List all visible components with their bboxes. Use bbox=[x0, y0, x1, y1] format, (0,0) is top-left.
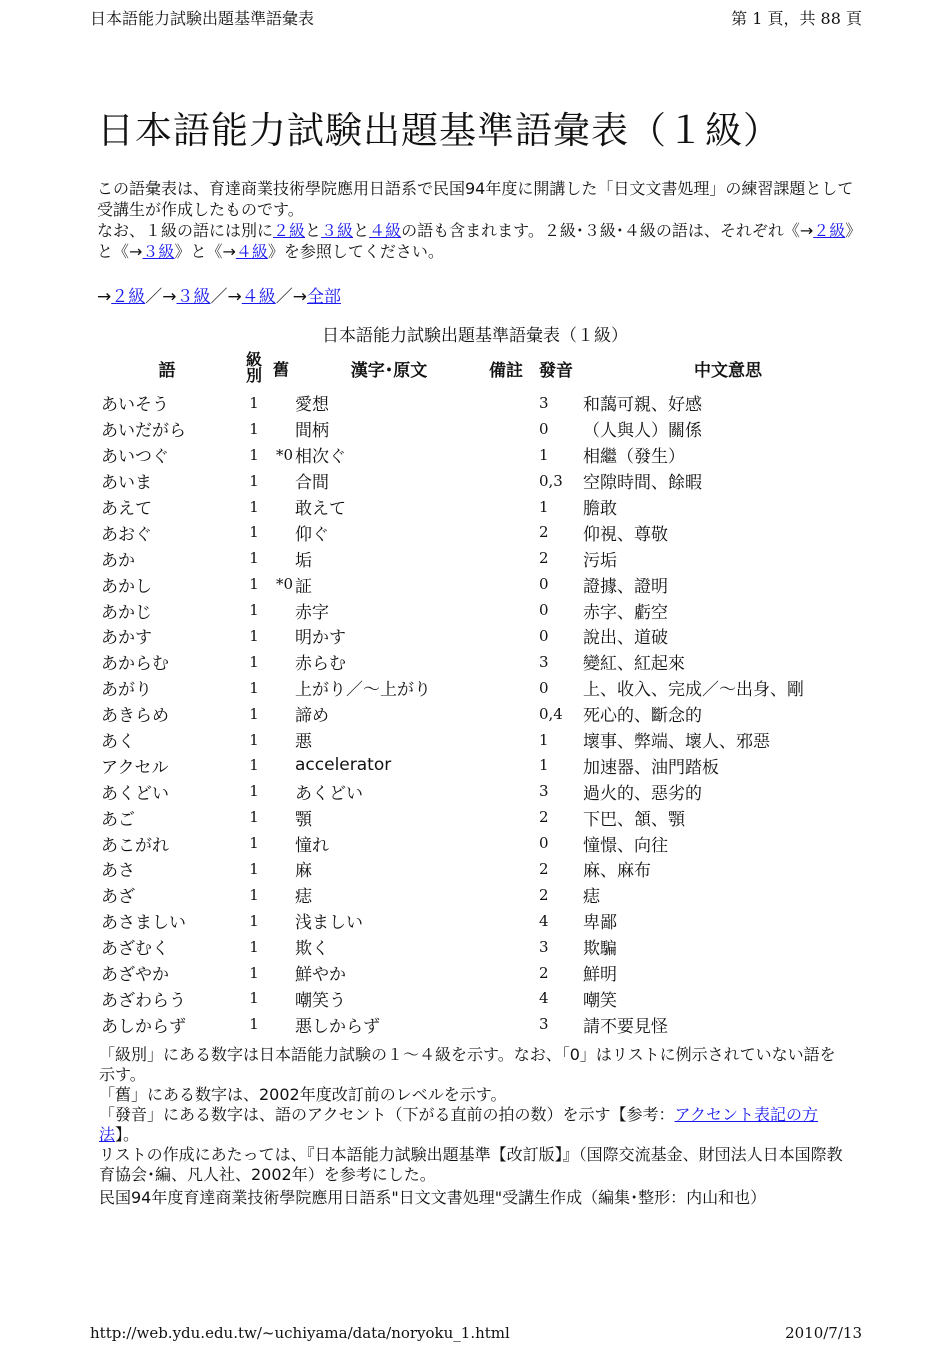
credit-line: 民国94年度育達商業技術學院應用日語系"日文文書処理"受講生作成（編集･整形：内山和也） bbox=[99, 1188, 767, 1207]
table-row bbox=[95, 597, 873, 623]
cell-level: 1 bbox=[249, 704, 259, 723]
header-accent: 發音 bbox=[539, 360, 573, 381]
cell-accent: 2 bbox=[539, 808, 549, 827]
link-level-2-ref[interactable]: ２級 bbox=[813, 221, 846, 240]
table-row bbox=[95, 830, 873, 856]
cell-meaning: 上、收入、完成／～出身、剛 bbox=[583, 680, 804, 701]
cell-note bbox=[483, 960, 529, 986]
cell-kanji: 鮮やか bbox=[295, 965, 346, 986]
cell-meaning: 死心的、斷念的 bbox=[583, 706, 702, 727]
nav-level-4[interactable]: ４級 bbox=[241, 287, 276, 307]
cell-meaning: 壞事、弊端、壞人、邪惡 bbox=[583, 732, 770, 753]
cell-level: 1 bbox=[249, 989, 259, 1008]
intro-text: 》と《→ bbox=[174, 242, 236, 261]
cell-note bbox=[483, 390, 529, 416]
cell-note bbox=[483, 1011, 529, 1037]
cell-meaning: 欺騙 bbox=[583, 939, 617, 960]
cell-level: 1 bbox=[249, 730, 259, 749]
arrow-glyph: → bbox=[97, 287, 112, 307]
cell-accent: 2 bbox=[539, 523, 549, 542]
cell-word: あさましい bbox=[101, 913, 186, 934]
cell-word: あおぐ bbox=[101, 524, 152, 545]
cell-level: 1 bbox=[249, 782, 259, 801]
cell-meaning: 麻、麻布 bbox=[583, 861, 651, 882]
cell-meaning: （人與人）關係 bbox=[583, 421, 702, 442]
cell-kanji: 麻 bbox=[295, 861, 312, 882]
cell-accent: 3 bbox=[539, 1015, 549, 1034]
cell-meaning: 說出、道破 bbox=[583, 628, 668, 649]
cell-accent: 1 bbox=[539, 497, 549, 516]
cell-old bbox=[269, 1011, 293, 1037]
cell-level: 1 bbox=[249, 963, 259, 982]
note-old: 「舊」にある数字は、2002年度改訂前のレベルを示す。 bbox=[99, 1085, 507, 1104]
header-level-top: 級 bbox=[245, 350, 262, 369]
cell-meaning: 請不要見怪 bbox=[583, 1016, 668, 1037]
cell-kanji: 赤字 bbox=[295, 602, 329, 623]
cell-note bbox=[483, 856, 529, 882]
table-row bbox=[95, 934, 873, 960]
cell-level: 1 bbox=[249, 445, 259, 464]
cell-note bbox=[483, 830, 529, 856]
cell-meaning: 空隙時間、餘暇 bbox=[583, 473, 702, 494]
note-text: 「發音」にある数字は、語のアクセント（下がる直前の拍の数）を示す【参考： bbox=[99, 1105, 675, 1124]
cell-old bbox=[269, 675, 293, 701]
table-row bbox=[95, 752, 873, 778]
cell-level: 1 bbox=[249, 471, 259, 490]
cell-accent: 0,4 bbox=[539, 704, 563, 723]
intro-text: 》と《→ bbox=[97, 221, 854, 261]
header-level bbox=[239, 346, 269, 390]
cell-level: 1 bbox=[249, 756, 259, 775]
header-meaning: 中文意思 bbox=[694, 360, 762, 381]
cell-word: あざ bbox=[101, 887, 135, 908]
cell-word: あかじ bbox=[101, 602, 152, 623]
cell-kanji: 相次ぐ bbox=[295, 447, 346, 468]
cell-accent: 1 bbox=[539, 445, 549, 464]
cell-note bbox=[483, 727, 529, 753]
table-body bbox=[95, 390, 873, 1037]
cell-note bbox=[483, 908, 529, 934]
cell-old bbox=[269, 494, 293, 520]
cell-note bbox=[483, 597, 529, 623]
table-header-row bbox=[95, 346, 873, 390]
cell-meaning: 痣 bbox=[583, 887, 600, 908]
cell-kanji: 痣 bbox=[295, 887, 312, 908]
cell-accent: 3 bbox=[539, 652, 549, 671]
cell-meaning: 鮮明 bbox=[583, 965, 617, 986]
table-row bbox=[95, 390, 873, 416]
link-level-4-ref[interactable]: ４級 bbox=[235, 242, 268, 261]
cell-word: あこがれ bbox=[101, 835, 169, 856]
page-footer-date: 2010/7/13 bbox=[785, 1324, 862, 1342]
cell-word: あさ bbox=[101, 861, 135, 882]
link-level-2[interactable]: ２級 bbox=[273, 221, 306, 240]
table-row bbox=[95, 727, 873, 753]
header-kanji: 漢字･原文 bbox=[350, 360, 428, 381]
cell-old bbox=[269, 545, 293, 571]
cell-level: 1 bbox=[249, 523, 259, 542]
cell-kanji: あくどい bbox=[295, 783, 363, 804]
cell-kanji: 垢 bbox=[295, 550, 312, 571]
cell-level: 1 bbox=[249, 419, 259, 438]
intro-text: と bbox=[353, 221, 370, 240]
cell-kanji: accelerator bbox=[295, 755, 392, 776]
cell-old bbox=[269, 701, 293, 727]
table-row bbox=[95, 571, 873, 597]
cell-level: 1 bbox=[249, 497, 259, 516]
cell-kanji: 憧れ bbox=[295, 835, 329, 856]
table-row bbox=[95, 416, 873, 442]
cell-accent: 4 bbox=[539, 911, 549, 930]
table-row bbox=[95, 468, 873, 494]
cell-old bbox=[269, 390, 293, 416]
cell-meaning: 相繼（發生） bbox=[583, 447, 685, 468]
cell-level: 1 bbox=[249, 601, 259, 620]
cell-kanji: 悪しからず bbox=[295, 1016, 380, 1037]
cell-meaning: 赤字、虧空 bbox=[583, 602, 668, 623]
cell-kanji: 赤らむ bbox=[295, 654, 346, 675]
cell-accent: 0 bbox=[539, 834, 549, 853]
cell-accent: 4 bbox=[539, 989, 549, 1008]
vocabulary-table bbox=[95, 346, 873, 1037]
arrow-glyph: → bbox=[227, 287, 242, 307]
cell-old bbox=[269, 727, 293, 753]
header-old: 舊 bbox=[272, 359, 289, 379]
table-row bbox=[95, 442, 873, 468]
cell-old bbox=[269, 804, 293, 830]
table-row bbox=[95, 701, 873, 727]
page-header-title: 日本語能力試験出題基準語彙表 bbox=[90, 9, 315, 28]
cell-meaning: 憧憬、向往 bbox=[583, 835, 668, 856]
cell-old bbox=[269, 778, 293, 804]
cell-old bbox=[269, 856, 293, 882]
header-word: 語 bbox=[158, 360, 176, 381]
header-level-bottom: 別 bbox=[245, 366, 262, 385]
cell-level: 1 bbox=[249, 834, 259, 853]
cell-meaning: 過火的、惡劣的 bbox=[583, 783, 702, 804]
intro-text: の語も含まれます。２級･３級･４級の語は、それぞれ《→ bbox=[401, 221, 814, 240]
cell-old bbox=[269, 623, 293, 649]
cell-note bbox=[483, 752, 529, 778]
cell-old bbox=[269, 882, 293, 908]
cell-level: 1 bbox=[249, 808, 259, 827]
table-row bbox=[95, 1011, 873, 1037]
cell-note bbox=[483, 519, 529, 545]
cell-old bbox=[269, 649, 293, 675]
note-text: 】。 bbox=[115, 1125, 140, 1144]
cell-old bbox=[269, 830, 293, 856]
cell-word: あいそう bbox=[101, 395, 169, 416]
cell-meaning: 和藹可親、好感 bbox=[583, 395, 702, 416]
cell-accent: 1 bbox=[539, 756, 549, 775]
link-level-3-ref[interactable]: ３級 bbox=[142, 242, 175, 261]
intro-line-1: この語彙表は、育達商業技術學院應用日語系で民国94年度に開講した「日文文書処理」の練習課題として受講生が作成したものです。 bbox=[97, 179, 854, 219]
cell-accent: 0 bbox=[539, 419, 549, 438]
cell-old bbox=[269, 416, 293, 442]
cell-note bbox=[483, 985, 529, 1011]
arrow-glyph: → bbox=[292, 287, 307, 307]
intro-text: と bbox=[305, 221, 322, 240]
cell-meaning: 嘲笑 bbox=[583, 990, 617, 1011]
nav-level-3[interactable]: ３級 bbox=[176, 287, 211, 307]
cell-word: あきらめ bbox=[101, 706, 169, 727]
table-row bbox=[95, 985, 873, 1011]
cell-accent: 3 bbox=[539, 782, 549, 801]
page-title: 日本語能力試験出題基準語彙表（１級） bbox=[97, 109, 781, 152]
table-row bbox=[95, 519, 873, 545]
cell-accent: 2 bbox=[539, 885, 549, 904]
cell-kanji: 悪 bbox=[295, 732, 312, 753]
cell-meaning: 證據、證明 bbox=[583, 576, 668, 597]
cell-note bbox=[483, 778, 529, 804]
table-row bbox=[95, 545, 873, 571]
table-row bbox=[95, 960, 873, 986]
cell-meaning: 仰視、尊敬 bbox=[583, 524, 668, 545]
cell-kanji: 敢えて bbox=[295, 499, 346, 519]
cell-level: 1 bbox=[249, 1015, 259, 1034]
cell-kanji: 浅ましい bbox=[295, 913, 363, 934]
table-row bbox=[95, 675, 873, 701]
cell-note bbox=[483, 442, 529, 468]
header-note: 備註 bbox=[489, 360, 523, 381]
cell-kanji: 間柄 bbox=[295, 421, 329, 442]
table-row bbox=[95, 908, 873, 934]
cell-word: あからむ bbox=[101, 654, 169, 675]
cell-old: *0 bbox=[275, 445, 293, 464]
cell-old: *0 bbox=[275, 575, 293, 594]
cell-level: 1 bbox=[249, 575, 259, 594]
intro-text: 》を参照してください。 bbox=[267, 242, 444, 261]
cell-kanji: 欺く bbox=[295, 939, 329, 960]
link-level-3[interactable]: ３級 bbox=[321, 221, 354, 240]
cell-note bbox=[483, 623, 529, 649]
cell-accent: 2 bbox=[539, 859, 549, 878]
cell-note bbox=[483, 494, 529, 520]
level-nav bbox=[97, 282, 341, 307]
cell-accent: 3 bbox=[539, 937, 549, 956]
notes-section bbox=[99, 1045, 851, 1208]
cell-note bbox=[483, 804, 529, 830]
cell-word: あいだがら bbox=[101, 421, 186, 442]
cell-level: 1 bbox=[249, 652, 259, 671]
table-row bbox=[95, 778, 873, 804]
cell-word: あかす bbox=[101, 628, 152, 649]
note-reference: リストの作成にあたっては、『日本語能力試験出題基準【改訂版】』（国際交流基金、財団法人日本国際教育協会･編、凡人社、2002年）を参考にした。 bbox=[99, 1145, 843, 1184]
cell-level: 1 bbox=[249, 393, 259, 412]
cell-word: あざむく bbox=[101, 939, 169, 960]
cell-kanji: 嘲笑う bbox=[295, 990, 346, 1011]
cell-word: あしからず bbox=[101, 1016, 186, 1037]
cell-meaning: 膽敢 bbox=[583, 499, 617, 519]
cell-old bbox=[269, 752, 293, 778]
cell-kanji: 仰ぐ bbox=[295, 524, 329, 545]
note-accent bbox=[99, 1105, 851, 1145]
cell-word: あがり bbox=[101, 680, 152, 701]
cell-accent: 0 bbox=[539, 678, 549, 697]
table-caption: 日本語能力試験出題基準語彙表（１級） bbox=[322, 326, 628, 346]
cell-accent: 0 bbox=[539, 626, 549, 645]
cell-meaning: 加速器、油門踏板 bbox=[583, 757, 719, 778]
page-footer-url: http://web.ydu.edu.tw/~uchiyama/data/noryoku_1.html bbox=[90, 1324, 510, 1342]
cell-note bbox=[483, 934, 529, 960]
cell-word: あえて bbox=[101, 499, 152, 519]
note-level: 「級別」にある数字は日本語能力試験の１～４級を示す。なお、「0」はリストに例示されていない語を示す。 bbox=[99, 1045, 836, 1084]
table-row bbox=[95, 856, 873, 882]
cell-kanji: 愛想 bbox=[295, 395, 329, 416]
cell-note bbox=[483, 571, 529, 597]
separator: ／ bbox=[275, 287, 293, 307]
cell-word: あく bbox=[101, 732, 135, 753]
separator: ／ bbox=[210, 287, 228, 307]
cell-note bbox=[483, 649, 529, 675]
cell-note bbox=[483, 468, 529, 494]
cell-old bbox=[269, 985, 293, 1011]
cell-kanji: 合間 bbox=[295, 473, 329, 494]
table-row bbox=[95, 882, 873, 908]
cell-accent: 2 bbox=[539, 963, 549, 982]
link-level-4[interactable]: ４級 bbox=[369, 221, 402, 240]
table-row bbox=[95, 649, 873, 675]
nav-level-2[interactable]: ２級 bbox=[111, 287, 146, 307]
cell-level: 1 bbox=[249, 859, 259, 878]
link-accent-notation[interactable]: アクセント表記の方法 bbox=[99, 1105, 819, 1144]
cell-kanji: 顎 bbox=[295, 809, 312, 830]
cell-old bbox=[269, 519, 293, 545]
cell-accent: 1 bbox=[539, 730, 549, 749]
cell-level: 1 bbox=[249, 678, 259, 697]
cell-word: あご bbox=[101, 809, 135, 830]
cell-meaning: 下巴、頷、顎 bbox=[583, 809, 685, 830]
cell-note bbox=[483, 416, 529, 442]
cell-level: 1 bbox=[249, 549, 259, 568]
cell-kanji: 諦め bbox=[295, 706, 329, 727]
intro-text: なお、１級の語には別に bbox=[97, 221, 274, 240]
cell-kanji: 明かす bbox=[295, 628, 346, 649]
cell-accent: 0 bbox=[539, 601, 549, 620]
table-row bbox=[95, 804, 873, 830]
cell-note bbox=[483, 701, 529, 727]
cell-note bbox=[483, 675, 529, 701]
cell-accent: 0 bbox=[539, 575, 549, 594]
cell-word: あざわらう bbox=[101, 990, 186, 1011]
cell-accent: 2 bbox=[539, 549, 549, 568]
cell-word: あかし bbox=[101, 576, 152, 597]
cell-note bbox=[483, 545, 529, 571]
cell-old bbox=[269, 960, 293, 986]
separator: ／ bbox=[145, 287, 163, 307]
intro-paragraph bbox=[97, 178, 857, 262]
table-row bbox=[95, 494, 873, 520]
nav-all[interactable]: 全部 bbox=[307, 287, 341, 307]
cell-old bbox=[269, 908, 293, 934]
arrow-glyph: → bbox=[162, 287, 177, 307]
cell-meaning: 污垢 bbox=[583, 550, 617, 571]
cell-accent: 0,3 bbox=[539, 471, 563, 490]
cell-old bbox=[269, 934, 293, 960]
cell-old bbox=[269, 468, 293, 494]
cell-word: あざやか bbox=[101, 965, 169, 986]
table-row bbox=[95, 623, 873, 649]
intro-line-2 bbox=[97, 220, 857, 262]
cell-word: あくどい bbox=[101, 783, 169, 804]
cell-level: 1 bbox=[249, 937, 259, 956]
cell-word: あいつぐ bbox=[101, 447, 169, 468]
cell-old bbox=[269, 597, 293, 623]
cell-level: 1 bbox=[249, 885, 259, 904]
cell-word: アクセル bbox=[101, 757, 169, 778]
cell-kanji: 上がり／～上がり bbox=[295, 680, 431, 701]
cell-accent: 3 bbox=[539, 393, 549, 412]
cell-meaning: 卑鄙 bbox=[583, 913, 617, 934]
cell-word: あいま bbox=[101, 473, 152, 494]
page-header-pagination: 第 1 頁，共 88 頁 bbox=[731, 9, 862, 28]
cell-note bbox=[483, 882, 529, 908]
cell-word: あか bbox=[101, 550, 135, 571]
cell-level: 1 bbox=[249, 911, 259, 930]
cell-level: 1 bbox=[249, 626, 259, 645]
cell-kanji: 証 bbox=[295, 576, 312, 597]
cell-meaning: 變紅、紅起來 bbox=[583, 654, 685, 675]
